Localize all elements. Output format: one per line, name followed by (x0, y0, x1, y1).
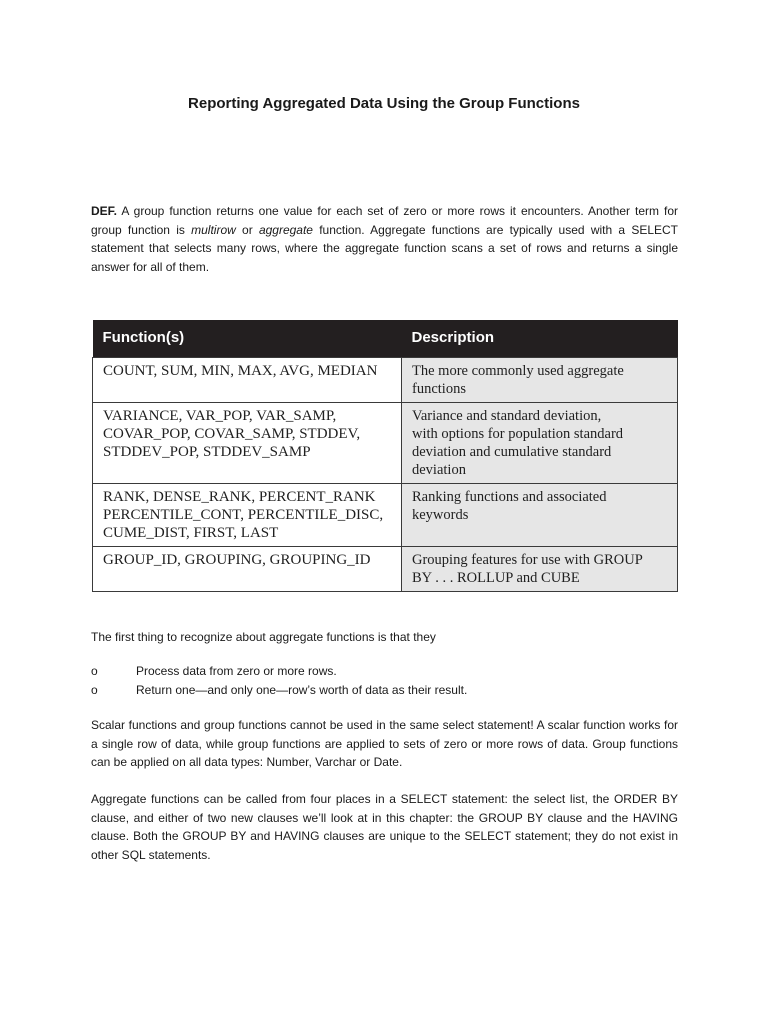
paragraph-scalar-vs-group: Scalar functions and group functions cannot be used in the same select statement! A scalar function works for a single row of data, while group functions are applied to sets of zero or more rows of data. Group functions can be applied on all data types: Number, Varchar or Date. (91, 718, 678, 769)
description-line: functions (412, 381, 466, 397)
table-header-row (93, 320, 678, 358)
table-row (93, 358, 678, 403)
list-item (91, 661, 678, 680)
description-line: keywords (412, 507, 469, 523)
description-line: Variance and standard deviation, (412, 408, 602, 424)
table-row (93, 403, 678, 484)
function-line: COVAR_POP, COVAR_SAMP, STDDEV, (103, 426, 361, 442)
definition-text-2: or (235, 222, 259, 237)
function-line: COUNT, SUM, MIN, MAX, AVG, MEDIAN (103, 363, 378, 379)
function-line: CUME_DIST, FIRST, LAST (103, 525, 279, 541)
bullet-text: Process data from zero or more rows. (136, 663, 337, 678)
definition-term-multirow: multirow (191, 222, 236, 237)
functions-cell (93, 358, 402, 403)
description-line: with options for population standard (412, 426, 624, 442)
header-functions: Function(s) (93, 320, 402, 358)
description-line: Grouping features for use with GROUP (412, 552, 643, 568)
definition-term-aggregate: aggregate (258, 222, 313, 237)
bullet-marker: o (91, 682, 98, 697)
description-line: deviation (412, 462, 466, 478)
function-line: PERCENTILE_CONT, PERCENTILE_DISC, (103, 507, 384, 523)
definition-paragraph (91, 202, 678, 276)
function-line: STDDEV_POP, STDDEV_SAMP (103, 444, 311, 460)
table-row (93, 547, 678, 592)
header-description: Description (402, 320, 678, 358)
description-cell (402, 403, 678, 484)
intro-text: The first thing to recognize about aggregate functions is that they (91, 630, 436, 644)
description-line: Ranking functions and associated (412, 489, 607, 505)
list-item (91, 680, 678, 699)
definition-label: DEF. (91, 204, 118, 218)
paragraph-aggregate-usage: Aggregate functions can be called from four places in a SELECT statement: the select list, the ORDER BY clause, and either of two new clauses we’ll look at in this chapter: the GROUP BY clause and the HAVING clause. Both the GROUP BY and HAVING clauses are unique to the SELECT statement; they do not exist in other SQL statements. (91, 792, 678, 862)
definition-text-3: function. Aggregate functions are typically used with a SELECT statement that selects many rows, where the aggregate function scans a set of rows and returns a single answer for all of them. (91, 222, 678, 274)
description-cell (402, 358, 678, 403)
bullet-list (91, 661, 678, 699)
description-cell (402, 547, 678, 592)
functions-cell (93, 484, 402, 547)
group-functions-table (92, 320, 678, 592)
description-line: The more commonly used aggregate (412, 363, 624, 379)
bullet-marker: o (91, 663, 98, 678)
bullet-text: Return one—and only one—row’s worth of data as their result. (136, 682, 468, 697)
description-cell (402, 484, 678, 547)
functions-cell (93, 403, 402, 484)
function-line: GROUP_ID, GROUPING, GROUPING_ID (103, 552, 371, 568)
function-line: RANK, DENSE_RANK, PERCENT_RANK (103, 489, 376, 505)
functions-cell (93, 547, 402, 592)
definition-text-1: A group function returns one value for each set of zero or more rows it encounters. Another term for group function is (91, 204, 678, 237)
table-row (93, 484, 678, 547)
description-line: deviation and cumulative standard (412, 444, 612, 460)
page-title: Reporting Aggregated Data Using the Group Functions (188, 95, 580, 112)
function-line: VARIANCE, VAR_POP, VAR_SAMP, (103, 408, 337, 424)
description-line: BY . . . ROLLUP and CUBE (412, 570, 580, 586)
